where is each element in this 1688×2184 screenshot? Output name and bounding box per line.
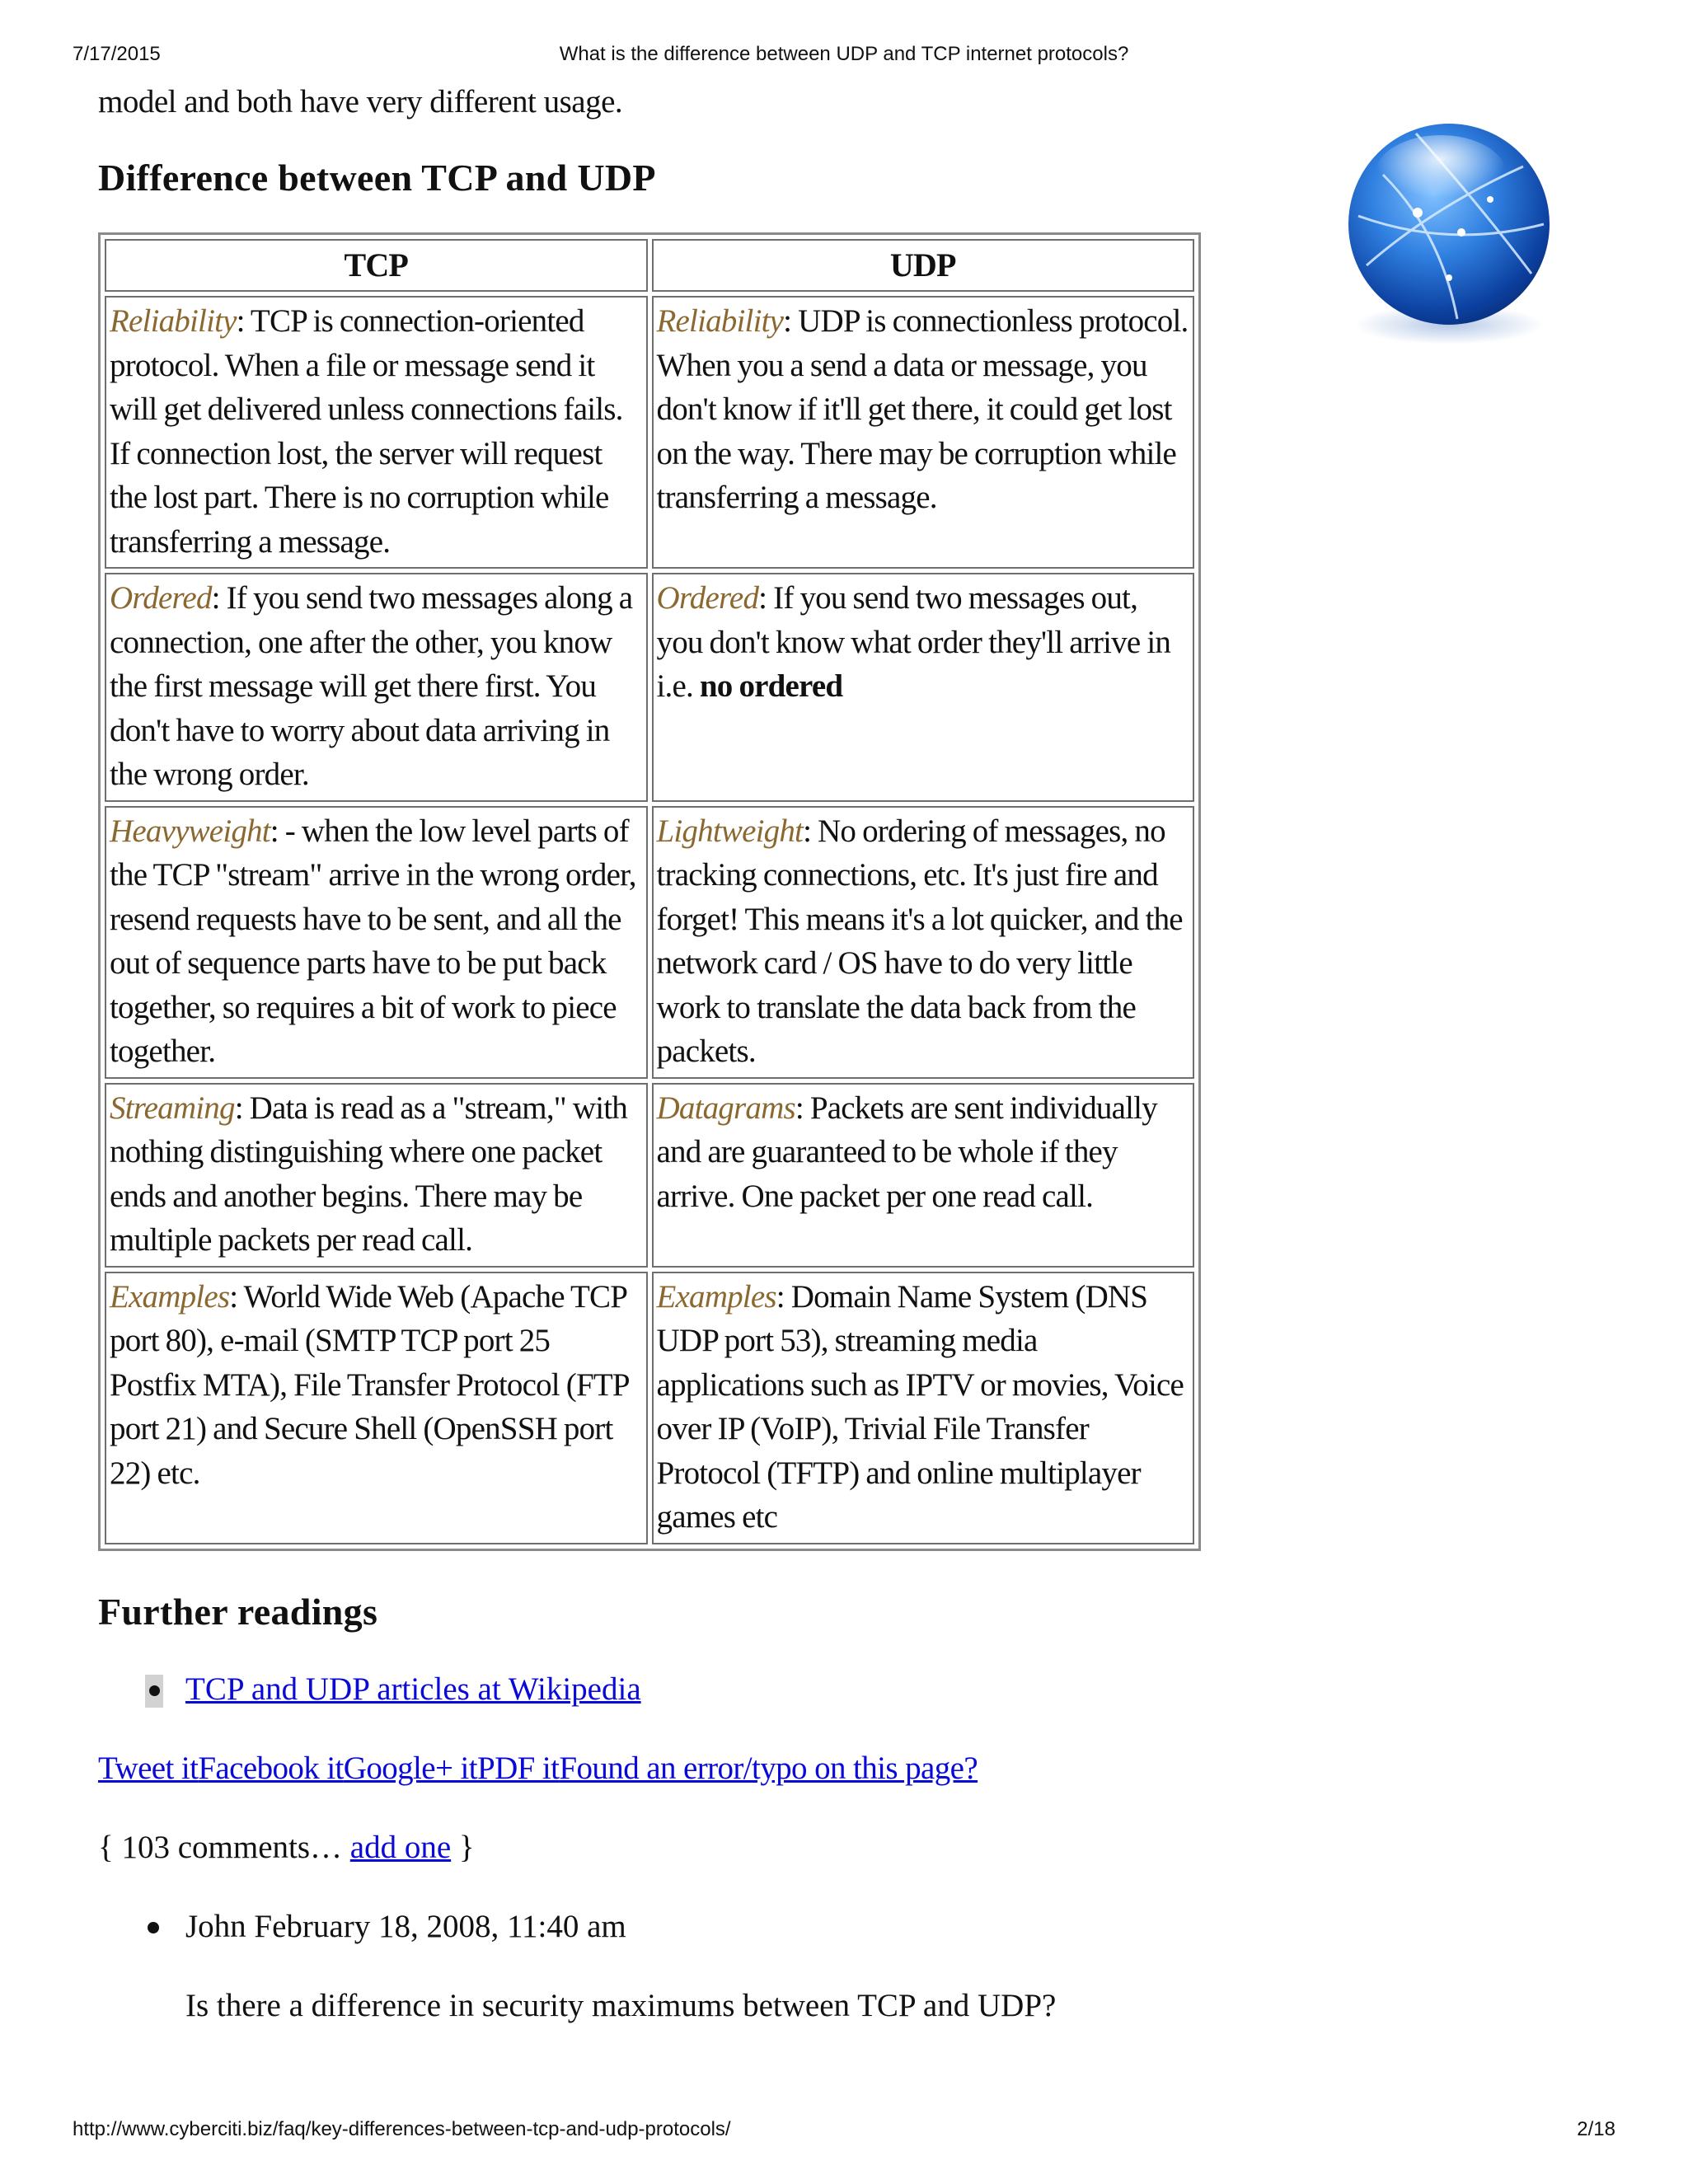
table-header-row: [105, 239, 1194, 292]
cell-text: : Packets are sent individually and are guaranteed to be whole if they arrive. One packet per one read call.: [656, 1090, 1157, 1214]
wikipedia-link[interactable]: TCP and UDP articles at Wikipedia: [185, 1671, 641, 1707]
print-date: 7/17/2015: [73, 43, 161, 65]
lead-text: model and both have very different usage.: [98, 84, 623, 120]
cell-text: : World Wide Web (Apache TCP port 80), e-mail (SMTP TCP port 25 Postfix MTA), File Transfer Protocol (FTP port 21) and Secure Shell (OpenSSH port 22) etc.: [110, 1278, 629, 1491]
table-header-udp: UDP: [652, 239, 1195, 292]
cell-text: : - when the low level parts of the TCP "stream" arrive in the wrong order, resend requests have to be sent, and all the out of sequence parts have to be put back together, so requires a bit of work to piece together.: [110, 813, 636, 1069]
share-links: [98, 1746, 1203, 1792]
print-footer: [0, 2118, 1688, 2151]
comment-item: [98, 1904, 1203, 1950]
globe-network-icon: [1325, 109, 1573, 356]
comment-author-date: John February 18, 2008, 11:40 am: [185, 1908, 626, 1944]
cell-text: : Data is read as a "stream," with nothing distinguishing where one packet ends and another begins. There may be multiple packets per read call.: [110, 1090, 627, 1258]
cell-text: : Domain Name System (DNS UDP port 53), streaming media applications such as IPTV or movies, Voice over IP (VoIP), Trivial File Transfer Protocol (TFTP) and online multiplayer games etc: [656, 1278, 1184, 1535]
table-row: [105, 1272, 1194, 1544]
comparison-table: [98, 232, 1201, 1551]
term-label: Datagrams: [656, 1090, 795, 1126]
tweet-link[interactable]: Tweet it: [98, 1750, 199, 1786]
comments-list: [98, 1904, 1203, 1950]
term-label: Heavyweight: [110, 813, 270, 849]
list-item: [98, 1666, 1203, 1713]
further-readings-list: [98, 1666, 1203, 1713]
udp-cell: [652, 573, 1195, 802]
tcp-cell: [105, 806, 648, 1079]
section-heading-difference: Difference between TCP and UDP: [98, 157, 656, 199]
tcp-cell: [105, 296, 648, 569]
print-page-number: 2/18: [1577, 2118, 1615, 2140]
udp-cell: [652, 806, 1195, 1079]
google-plus-link[interactable]: Google+ it: [343, 1750, 478, 1786]
comments-count: { 103 comments…: [98, 1829, 350, 1865]
term-label: Reliability: [110, 303, 237, 339]
term-label: Lightweight: [656, 813, 804, 849]
tcp-cell: [105, 573, 648, 802]
pdf-link[interactable]: PDF it: [477, 1750, 560, 1786]
udp-cell: [652, 1083, 1195, 1268]
facebook-link[interactable]: Facebook it: [198, 1750, 344, 1786]
table-row: [105, 296, 1194, 569]
term-label: Ordered: [110, 580, 212, 616]
bullet-icon: [145, 1675, 163, 1708]
cell-text: : No ordering of messages, no tracking connections, etc. It's just fire and forget! This means it's a lot quicker, and the network card / OS have to do very little work to translate the data back from the packets.: [656, 813, 1183, 1069]
table-header-tcp: TCP: [105, 239, 648, 292]
cell-text: : If you send two messages along a connection, one after the other, you know the first message will get there first. You don't have to worry about data arriving in the wrong order.: [110, 580, 633, 792]
comments-bar-suffix: }: [451, 1829, 475, 1865]
cell-text: : UDP is connectionless protocol. When you a send a data or message, you don't know if it'll get there, it could get lost on the way. There may be corruption while transferring a message.: [656, 303, 1189, 515]
table-row: [105, 806, 1194, 1079]
term-label: Examples: [110, 1278, 230, 1315]
tcp-cell: [105, 1083, 648, 1268]
print-header: [0, 43, 1688, 76]
print-title: What is the difference between UDP and TCP internet protocols?: [559, 43, 1129, 65]
cell-text: : TCP is connection-oriented protocol. When a file or message send it will get delivered unless connections fails. If connection lost, the server will request the lost part. There is no corruption while transferring a message.: [110, 303, 623, 560]
table-row: [105, 573, 1194, 802]
cell-text: : If you send two messages out, you don't know what order they'll arrive in i.e.: [656, 580, 1171, 704]
section-heading-further-readings: Further readings: [98, 1590, 378, 1633]
tcp-cell: [105, 1272, 648, 1544]
table-row: [105, 1083, 1194, 1268]
udp-cell: [652, 296, 1195, 569]
add-comment-link[interactable]: add one: [349, 1829, 452, 1865]
term-label: Streaming: [110, 1090, 235, 1126]
udp-cell: [652, 1272, 1195, 1544]
bullet-icon: [148, 1922, 159, 1933]
comment-body: Is there a difference in security maximums between TCP and UDP?: [185, 1987, 1057, 2023]
print-url: http://www.cyberciti.biz/faq/key-differences-between-tcp-and-udp-protocols/: [73, 2118, 731, 2140]
report-error-link[interactable]: Found an error/typo on this page?: [559, 1750, 978, 1786]
term-label: Ordered: [656, 580, 759, 616]
comments-bar: [98, 1825, 1203, 1871]
cell-bold-text: no ordered: [699, 668, 843, 704]
article-content: [98, 81, 1203, 2029]
term-label: Reliability: [656, 303, 784, 339]
term-label: Examples: [656, 1278, 776, 1315]
